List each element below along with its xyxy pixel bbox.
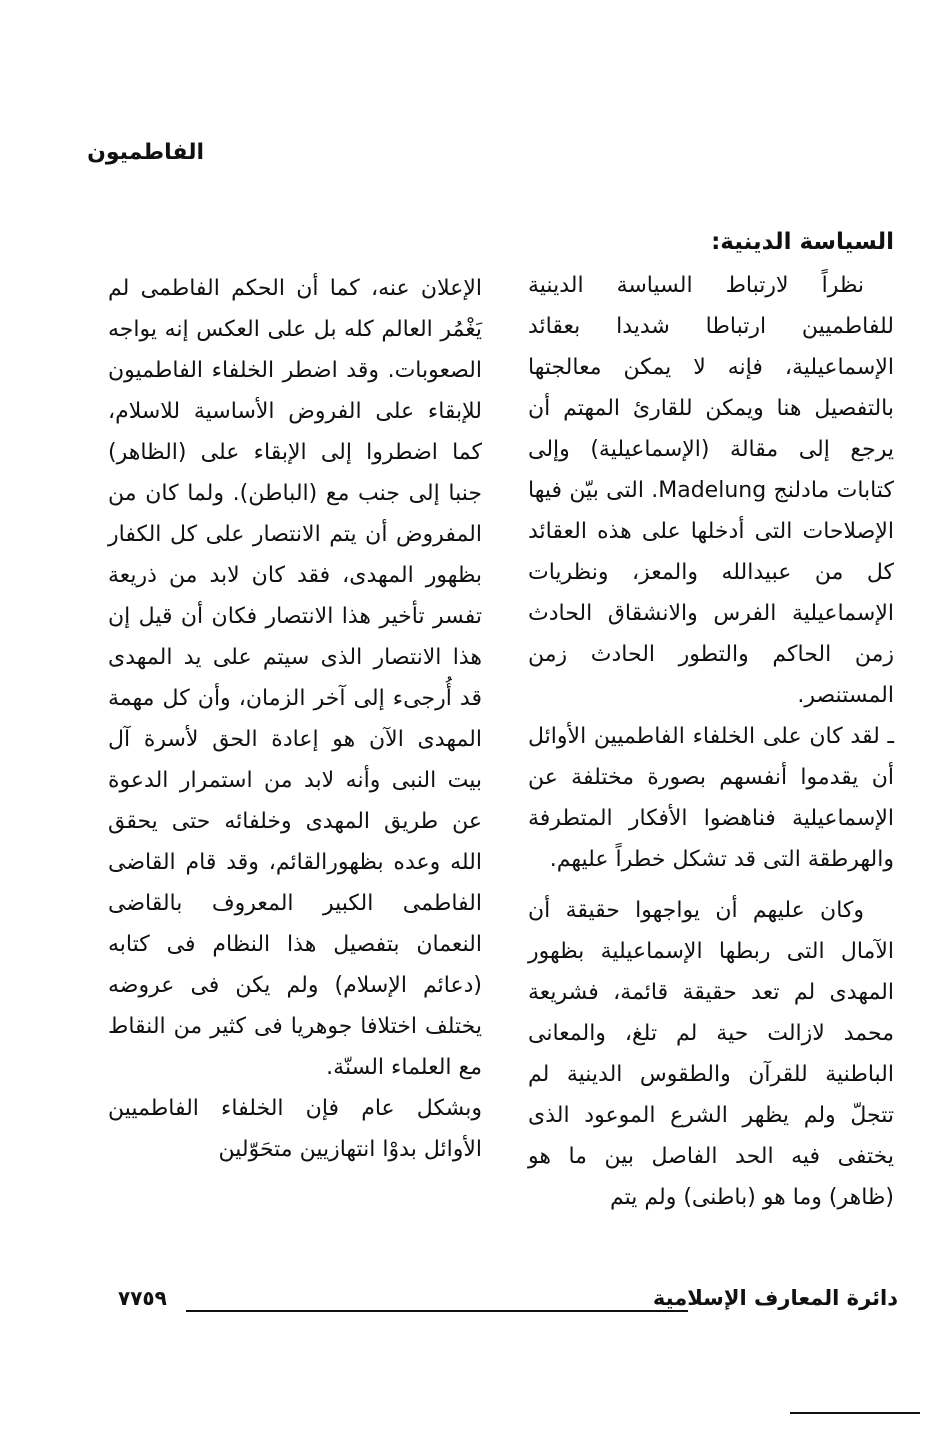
running-title: الفاطميون [87, 140, 204, 165]
right-column [528, 222, 894, 1218]
journal-title: دائرة المعارف الإسلامية [652, 1286, 898, 1310]
paragraph: ـ لقد كان على الخلفاء الفاطميين الأوائل أن يقدموا أنفسهم بصورة مختلفة عن الإسماعيلية فناهضوا الأفكار المتطرفة والهرطقة التى قد تشكل خطراً عليهم. [528, 724, 894, 872]
paragraph: نظراً لارتباط السياسة الدينية للفاطميين ارتباطا شديدا بعقائد الإسماعيلية، فإنه لا يمكن معالجتها بالتفصيل هنا ويمكن للقارئ المهتم أن يرجع إلى مقالة (الإسماعيلية) وإلى كتابات مادلنج Madelung. التى بيّن فيها الإصلاحات التى أدخلها على هذه العقائد كل من عبيدالله والمعز، ونظريات الإسماعيلية الفرس والانشقاق الحادث زمن الحاكم والتطور الحادث زمن المستنصر. [528, 273, 894, 708]
footer-rule [186, 1310, 688, 1312]
page-footer [118, 1286, 898, 1326]
paragraph: وكان عليهم أن يواجهوا حقيقة أن الآمال التى ربطها الإسماعيلية بظهور المهدى لم تعد حقيقة قائمة، فشريعة محمد لازالت حية لم تلغ، والمعانى الباطنية للقرآن والطقوس الدينية لم تتجلّ ولم يظهر الشرع الموعود الذى يختفى فيه الحد الفاصل بين ما هو (ظاهر) وما هو (باطنى) ولم يتم [528, 898, 894, 1210]
page-number: ٧٧٥٩ [118, 1286, 167, 1310]
bottom-rule [790, 1412, 920, 1414]
paragraph: الإعلان عنه، كما أن الحكم الفاطمى لم يَغْمُر العالم كله بل على العكس إنه يواجه الصعوبات. وقد اضطر الخلفاء الفاطميون للإبقاء على الفروض الأساسية للاسلام، كما اضطروا إلى الإبقاء على (الظاهر) جنبا إلى جنب مع (الباطن). ولما كان من المفروض أن يتم الانتصار على كل الكفار بظهور المهدى، فقد كان لابد من ذريعة تفسر تأخير هذا الانتصار فكان أن قيل إن هذا الانتصار الذى سيتم على يد المهدى قد أُرجىء إلى آخر الزمان، وأن كل مهمة المهدى الآن هو إعادة الحق لأسرة آل بيت النبى وأنه لابد من استمرار الدعوة عن طريق المهدى وخلفائه حتى يحقق الله وعده بظهورالقائم، وقد قام القاضى الفاطمى الكبير المعروف بالقاضى النعمان بتفصيل هذا النظام فى كتابه (دعائم الإسلام) ولم يكن فى عروضه يختلف اختلافا جوهريا فى كثير من النقاط مع العلماء السنّة. [108, 276, 482, 1080]
section-heading: السياسة الدينية: [711, 229, 894, 255]
left-column [108, 268, 482, 1170]
paragraph: وبشكل عام فإن الخلفاء الفاطميين الأوائل بدوْا انتهازيين متحَوّلين [108, 1096, 482, 1162]
